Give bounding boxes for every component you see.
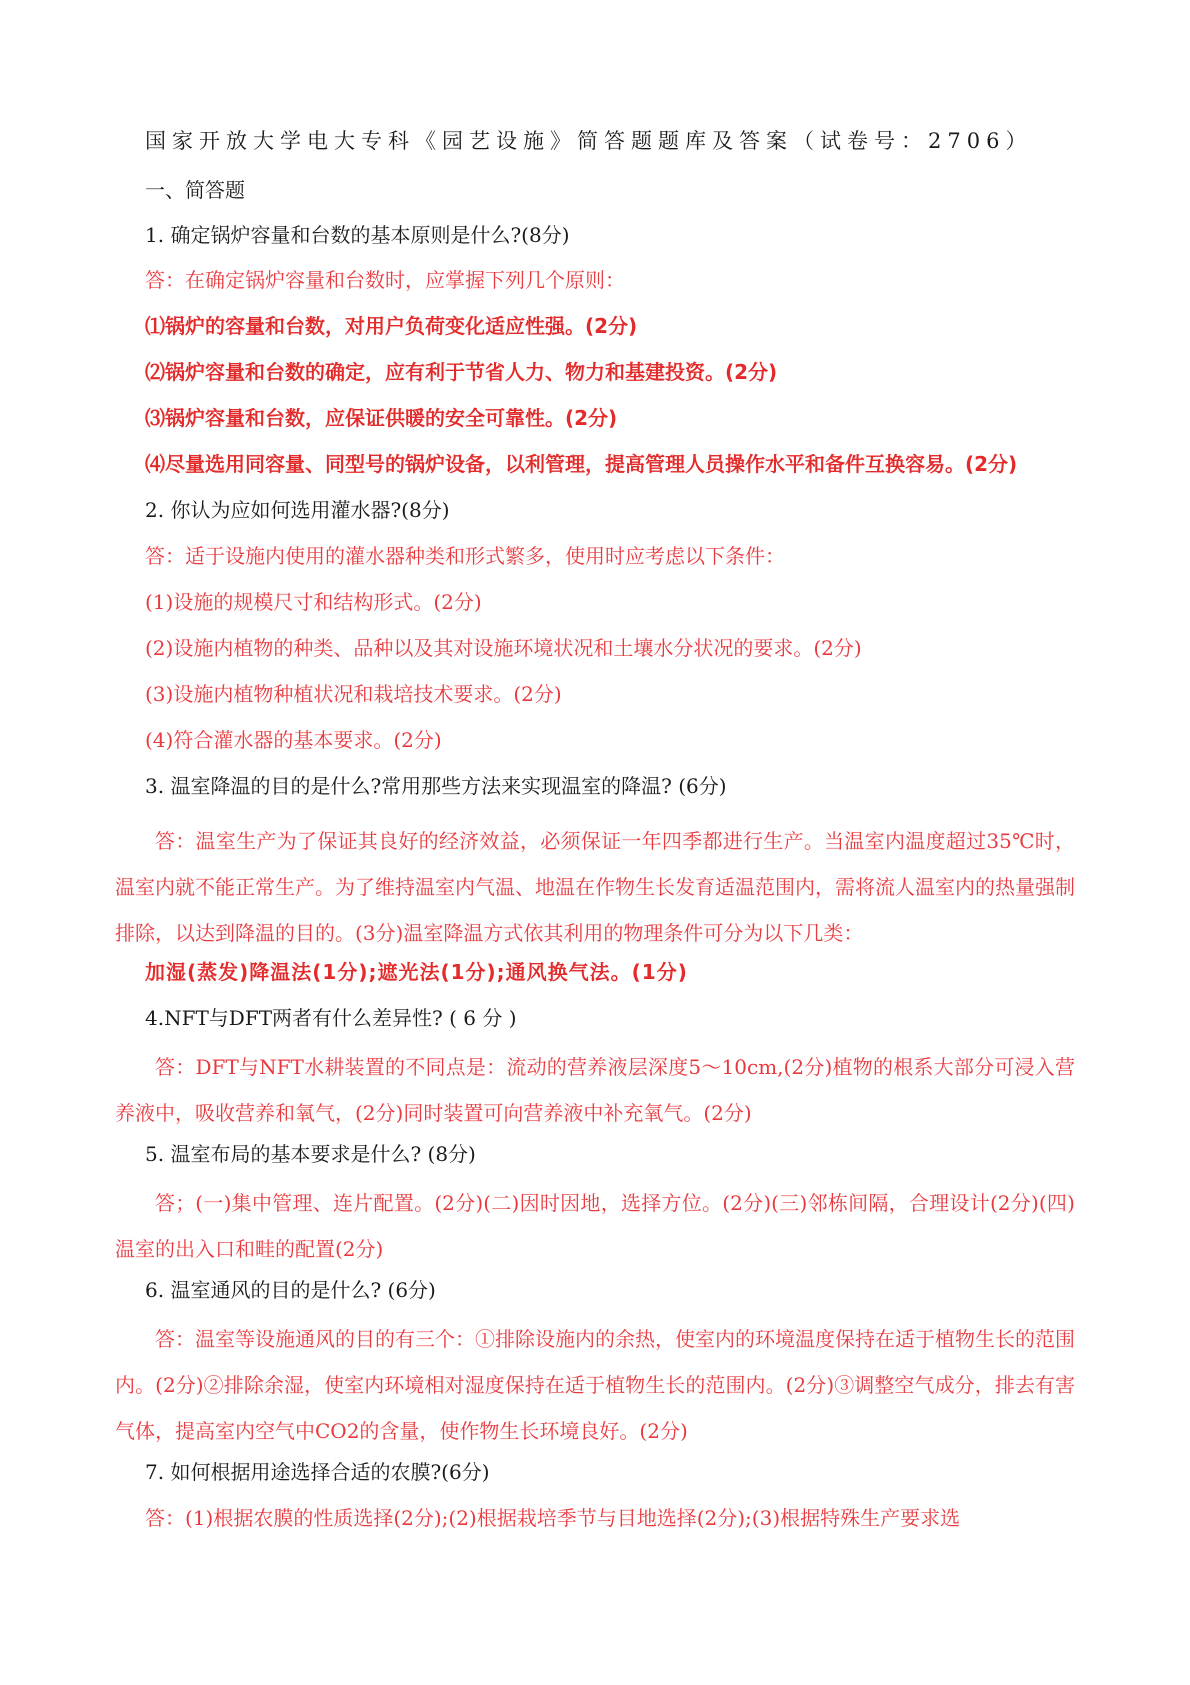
answer-5: 答；(一)集中管理、连片配置。(2分)(二)因时因地，选择方位。(2分)(三)邻栋间隔，合理设计(2分)(四)温室的出入口和畦的配置(2分) bbox=[115, 1191, 1075, 1261]
section-heading: 一、简答题 bbox=[145, 178, 245, 202]
answer-3: 答：温室生产为了保证其良好的经济效益，必须保证一年四季都进行生产。当温室内温度超过35℃时，温室内就不能正常生产。为了维持温室内气温、地温在作物生长发育适温范围内，需将流人温室内的热量强制排除，以达到降温的目的。(3分)温室降温方式依其利用的物理条件可分为以下几类： bbox=[115, 829, 1075, 945]
question-6: 6. 温室通风的目的是什么? (6分) bbox=[145, 1278, 436, 1302]
question-5: 5. 温室布局的基本要求是什么? (8分) bbox=[145, 1142, 476, 1166]
answer-2-item-1: (1)设施的规模尺寸和结构形式。(2分) bbox=[145, 590, 482, 614]
answer-2-item-3: (3)设施内植物种植状况和栽培技术要求。(2分) bbox=[145, 682, 562, 706]
answer-1-intro: 答：在确定锅炉容量和台数时，应掌握下列几个原则： bbox=[145, 268, 625, 292]
answer-4: 答：DFT与NFT水耕装置的不同点是：流动的营养液层深度5～10cm,(2分)植物的根系大部分可浸入营养液中，吸收营养和氧气，(2分)同时装置可向营养液中补充氧气。(2分) bbox=[115, 1055, 1075, 1125]
question-7: 7. 如何根据用途选择合适的农膜?(6分) bbox=[145, 1460, 490, 1484]
answer-2-intro: 答：适于设施内使用的灌水器种类和形式繁多，使用时应考虑以下条件： bbox=[145, 544, 785, 568]
answer-6: 答：温室等设施通风的目的有三个：①排除设施内的余热，使室内的环境温度保持在适于植物生长的范围内。(2分)②排除余湿，使室内环境相对湿度保持在适于植物生长的范围内。(2分)③调整空气成分，排去有害气体，提高室内空气中CO2的含量，使作物生长环境良好。(2分) bbox=[115, 1327, 1075, 1443]
answer-1-item-1: ⑴锅炉的容量和台数，对用户负荷变化适应性强。(2分) bbox=[145, 314, 638, 338]
question-1: 1. 确定锅炉容量和台数的基本原则是什么?(8分) bbox=[145, 223, 570, 247]
question-2: 2. 你认为应如何选用灌水器?(8分) bbox=[145, 498, 450, 522]
answer-3-methods: 加湿(蒸发)降温法(1分);遮光法(1分);通风换气法。(1分) bbox=[145, 960, 688, 984]
answer-2-item-2: (2)设施内植物的种类、品种以及其对设施环境状况和土壤水分状况的要求。(2分) bbox=[145, 636, 862, 660]
answer-1-item-2: ⑵锅炉容量和台数的确定，应有利于节省人力、物力和基建投资。(2分) bbox=[145, 360, 778, 384]
question-4: 4.NFT与DFT两者有什么差异性? ( 6 分 ) bbox=[145, 1006, 517, 1030]
question-3: 3. 温室降温的目的是什么?常用那些方法来实现温室的降温? (6分) bbox=[145, 774, 727, 798]
answer-1-item-4: ⑷尽量选用同容量、同型号的锅炉设备，以利管理，提高管理人员操作水平和备件互换容易。(2分) bbox=[145, 452, 1018, 476]
answer-2-item-4: (4)符合灌水器的基本要求。(2分) bbox=[145, 728, 442, 752]
answer-1-item-3: ⑶锅炉容量和台数，应保证供暖的安全可靠性。(2分) bbox=[145, 406, 618, 430]
answer-7: 答：(1)根据农膜的性质选择(2分);(2)根据栽培季节与目地选择(2分);(3)根据特殊生产要求选 bbox=[145, 1506, 961, 1530]
document-title: 国家开放大学电大专科《园艺设施》简答题题库及答案（试卷号：2706） bbox=[145, 129, 1033, 153]
